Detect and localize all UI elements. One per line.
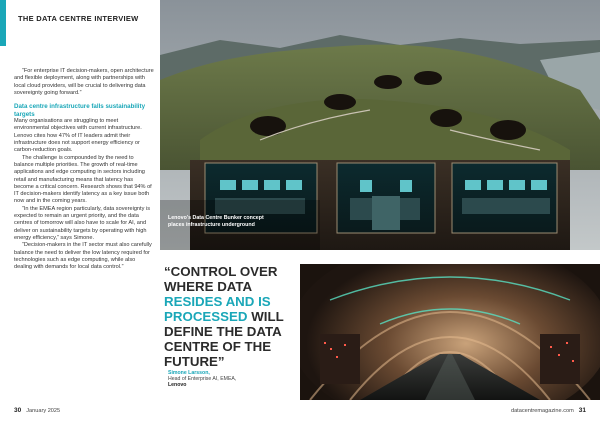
pull-quote-highlight: RESIDES AND IS PROCESSED	[164, 294, 271, 324]
quote-attribution	[168, 370, 236, 389]
body-paragraph: “For enterprise IT decision-makers, open architecture and flexible deployment, along with partnerships with local cloud providers, will be crucial to delivering data sovereignty going forward.”	[14, 68, 154, 96]
pull-quote	[164, 264, 298, 369]
accent-bar	[0, 0, 6, 46]
folio-right	[511, 407, 586, 414]
folio-left	[14, 407, 60, 414]
attribution-title: Head of Enterprise AI, EMEA,	[168, 376, 237, 383]
tunnel-photo	[300, 264, 600, 400]
site-url: datacentremagazine.com	[510, 408, 574, 414]
issue-date: January 2025	[26, 408, 61, 414]
subhead: Data centre infrastructure falls sustainability targets	[14, 103, 146, 118]
body-paragraph: Many organisations are struggling to meet environmental objectives with current infrastructure. Lenovo cites how 47% of IT leaders admit their infrastructure does not support energy efficiency or carbon-reduction goals.	[14, 118, 142, 154]
body-paragraph: “Decision-makers in the IT sector must also carefully balance the need to deliver the low latency required for technologies such as edge computing, while also dealing with demands for local data control.”	[14, 242, 152, 271]
page-number-left: 30	[14, 407, 22, 414]
bunker-photo	[160, 0, 600, 250]
attribution-name: Simone Larsson,	[168, 370, 210, 376]
body-paragraph: The challenge is compounded by the need to balance multiple priorities. The growth of real-time applications and edge computing in sectors including retail and manufacturing means that latency has become a critical concern. Research shows that 94% of IT decision-makers identify latency as a key issue both now and in the coming years.	[14, 154, 152, 205]
section-title: THE DATA CENTRE INTERVIEW	[18, 14, 139, 23]
image-caption: Lenovo’s Data Centre Bunker concept places infrastructure underground	[168, 215, 264, 228]
body-column	[14, 68, 154, 271]
pull-quote-text: “CONTROL OVER WHERE DATA	[164, 264, 278, 294]
pull-quote-text: WILL DEFINE THE DATA CENTRE OF THE FUTURE”	[164, 309, 284, 369]
body-paragraph: “In the EMEA region particularly, data sovereignty is expected to remain an urgent priority, and the data centres of tomorrow will also have to scale for AI, and deliver on sustainability targets by operating with high energy efficiency,” says Simone.	[14, 205, 150, 241]
page-number-right: 31	[578, 407, 586, 414]
attribution-company: Lenovo	[168, 382, 187, 389]
